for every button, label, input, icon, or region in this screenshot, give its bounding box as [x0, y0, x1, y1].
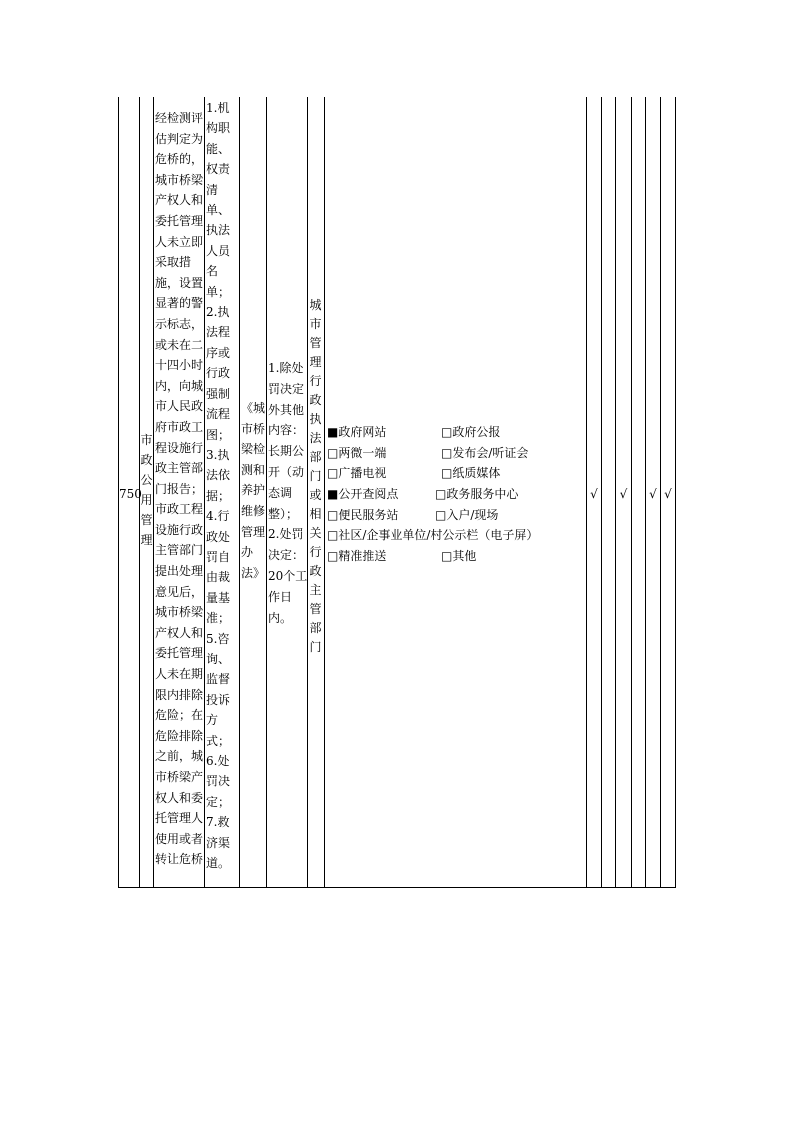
- channel-row: [327, 505, 585, 526]
- channel-row: [327, 546, 585, 567]
- channel-option: ■公开查阅点: [327, 487, 399, 502]
- channel-option: ■政府网站: [327, 425, 387, 439]
- channel-option: □入户/现场: [435, 507, 499, 522]
- channel-option: □政务服务中心: [435, 487, 519, 502]
- column-divider: [204, 97, 205, 888]
- table-border-right: [675, 97, 676, 888]
- time-limit-cell: 1.除处罚决定外其他内容：长期公开（动态调整）；2.处罚决定：20个工作日内。: [268, 361, 308, 625]
- row-number: 750: [119, 487, 142, 501]
- channel-row: [327, 463, 585, 484]
- check-mark: √: [664, 487, 672, 501]
- disclosure-channels-cell: [327, 422, 585, 567]
- item-name-cell: 市政公用管理: [140, 433, 153, 547]
- channel-row: [327, 443, 585, 464]
- column-divider: [153, 97, 154, 888]
- channel-row: [327, 422, 585, 443]
- column-divider: [266, 97, 267, 888]
- check-mark: √: [619, 487, 628, 501]
- legal-basis-cell: 《城市桥梁检测和养护维修管理办法》: [241, 401, 266, 580]
- check-mark: √: [649, 487, 657, 501]
- channel-option: □政府公报: [441, 425, 501, 439]
- channel-option: □精准推送: [327, 549, 387, 564]
- channel-option: □社区/企事业单位/村公示栏（电子屏）: [327, 528, 539, 543]
- check-mark: √: [590, 487, 598, 501]
- disclosure-content-cell: 1.机构职能、权责清单、执法人员名单；2.执法程序或行政强制流程图；3.执法依据；4.行政处罚自由裁量基准；5.咨询、监督投诉方式；6.处罚决定；7.救济渠道。: [206, 101, 231, 871]
- violation-condition-cell: 经检测评估判定为危桥的，城市桥梁产权人和委托管理人未立即采取措施，设置显著的警示标志，或未在二十四小时内，向城市人民政府市政工程设施行政主管部门报告；市政工程设施行政主管部门提出处理意见后，城市桥梁产权人和委托管理人未在期限内排除危险；在危险排除之前，城市桥梁产权人和委托管理人使用或者转让危桥: [155, 111, 204, 867]
- column-divider: [239, 97, 240, 888]
- table-border-bottom: [118, 887, 675, 888]
- channel-row: [327, 484, 585, 505]
- channel-option: □两微一端: [327, 445, 387, 460]
- column-divider: [601, 97, 602, 888]
- channel-row: [327, 525, 585, 546]
- disclosure-subject-cell: 城市管理行政执法部门或相关行政主管部门: [309, 298, 322, 654]
- column-divider: [324, 97, 325, 888]
- column-divider: [631, 97, 632, 888]
- channel-option: □其他: [441, 549, 477, 564]
- channel-option: □纸质媒体: [441, 466, 501, 481]
- channel-option: □广播电视: [327, 466, 387, 481]
- channel-option: □便民服务站: [327, 507, 399, 522]
- channel-option: □发布会/听证会: [441, 445, 529, 460]
